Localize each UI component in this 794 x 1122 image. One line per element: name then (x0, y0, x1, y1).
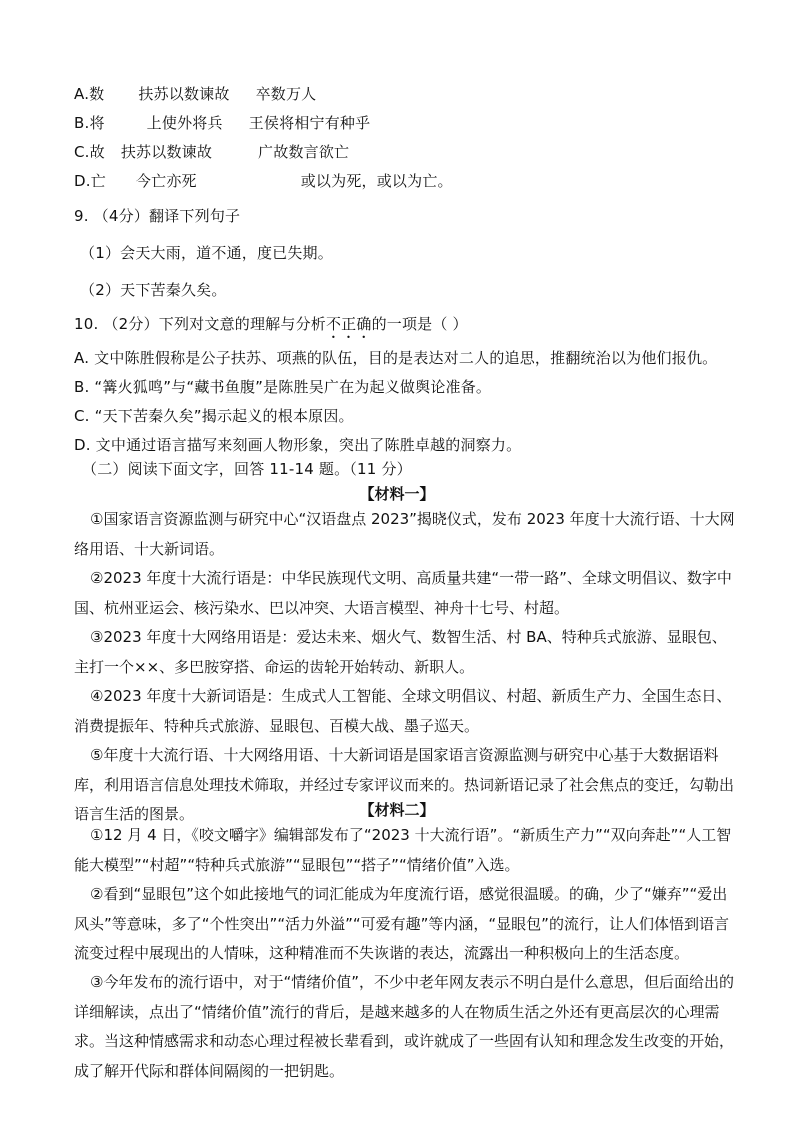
q10-option-c: C. “天下苦秦久矣”揭示起义的根本原因。 (74, 407, 354, 425)
option-label: A.数 (74, 85, 105, 103)
material-2-para-3: ③今年发布的流行语中，对于“情绪价值”，不少中老年网友表示不明白是什么意思，但后面给出的详细解读，点出了“情绪价值”流行的背后，是越来越多的人在物质生活之外还有更高层次的心理需求。当这种情感需求和动态心理过程被长辈看到，或许就成了一些固有认知和理念发生改变的开始，成了解开代际和群体间隔阂的一把钥匙。 (74, 973, 735, 1080)
material-1-para-5: ⑤年度十大流行语、十大网络用语、十大新词语是国家语言资源监测与研究中心基于大数据语料库，利用语言信息处理技术筛取，并经过专家评议而来的。热词新语记录了社会焦点的变迁，勾勒出语言生活的图景。 (74, 746, 735, 823)
q10-option-a: A. 文中陈胜假称是公子扶苏、项燕的队伍，目的是表达对二人的追思，推翻统治以为他们报仇。 (74, 349, 718, 367)
material-1-para-1: ①国家语言资源监测与研究中心“汉语盘点 2023”揭晓仪式，发布 2023 年度十大流行语、十大网络用语、十大新词语。 (74, 510, 735, 558)
q8-option-a (74, 84, 316, 104)
option-label: C.故 (74, 143, 105, 161)
q8-option-c (74, 142, 349, 162)
material-1-para-2: ②2023 年度十大流行语是：中华民族现代文明、高质量共建“一带一路”、全球文明倡议、数字中国、杭州亚运会、核污染水、巴以冲突、大语言模型、神舟十七号、村超。 (74, 569, 732, 617)
section-2-title: （二）阅读下面文字，回答 11-14 题。（11 分） (82, 460, 412, 478)
option-example-1: 今亡亦死 (135, 172, 197, 190)
option-example-1: 扶苏以数谏故 (120, 143, 213, 161)
q8-option-d (74, 171, 453, 191)
option-label: B.将 (74, 114, 105, 132)
option-example-1: 上使外将兵 (146, 114, 223, 132)
q8-option-b (74, 113, 370, 133)
material-1-para-3: ③2023 年度十大网络用语是：爱达未来、烟火气、数智生活、村 BA、特种兵式旅游、显眼包、主打一个××、多巴胺穿搭、命运的齿轮开始转动、新职人。 (74, 628, 727, 676)
option-example-2: 或以为死，或以为亡。 (300, 172, 453, 190)
material-2-heading: 【材料二】 (359, 801, 435, 819)
q10-option-d: D. 文中通过语言描写来刻画人物形象，突出了陈胜卓越的洞察力。 (74, 436, 522, 454)
q9-sentence-1: （1）会天大雨，道不通，度已失期。 (80, 244, 333, 262)
material-2-para-2: ②看到“显眼包”这个如此接地气的词汇能成为年度流行语，感觉很温暖。的确，少了“嫌弃”“爱出风头”等意味，多了“个性突出”“活力外溢”“可爱有趣”等内涵，“显眼包”的流行，让人们体悟到语言流变过程中展现出的人情味，这种精准而不失诙谐的表达，流露出一种积极向上的生活态度。 (74, 885, 729, 962)
material-2-para-1: ①12 月 4 日，《咬文嚼字》编辑部发布了“2023 十大流行语”。“新质生产力”“双向奔赴”“人工智能大模型”“村超”“特种兵式旅游”“显眼包”“搭子”“情绪价值”入选。 (74, 826, 732, 874)
q10-option-b: B. “篝火狐鸣”与“藏书鱼腹”是陈胜吴广在为起义做舆论准备。 (74, 378, 492, 396)
q9-title: 9. （4分）翻译下列句子 (74, 207, 241, 225)
emphasis-not-correct: 不正确 (325, 315, 372, 333)
q10-title: 10. （2分）下列对文意的理解与分析不正确的一项是（ ） (74, 315, 468, 333)
option-label: D.亡 (74, 172, 106, 190)
material-1-heading: 【材料一】 (359, 485, 435, 503)
option-example-2: 广故数言欲亡 (258, 143, 350, 161)
option-example-2: 王侯将相宁有种乎 (248, 114, 371, 132)
option-example-1: 扶苏以数谏故 (138, 85, 230, 103)
option-example-2: 卒数万人 (255, 85, 317, 103)
q9-sentence-2: （2）天下苦秦久矣。 (80, 281, 227, 299)
material-1-para-4: ④2023 年度十大新词语是：生成式人工智能、全球文明倡议、村超、新质生产力、全国生态日、消费提振年、特种兵式旅游、显眼包、百模大战、墨子巡天。 (74, 687, 732, 735)
